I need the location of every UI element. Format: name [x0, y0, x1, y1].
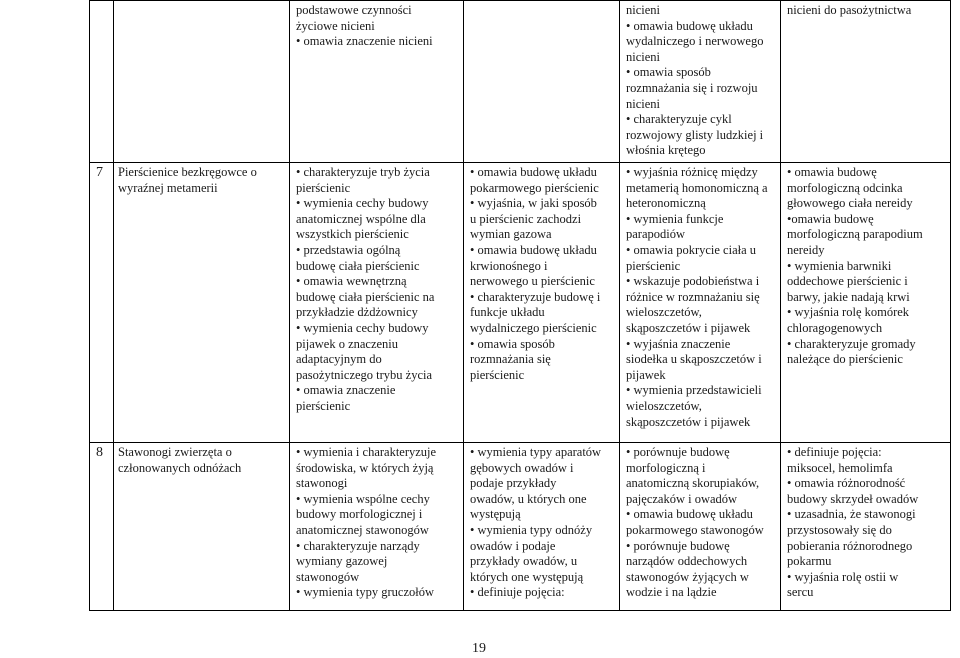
row-number-cell — [90, 1, 114, 163]
table-row — [90, 163, 951, 443]
cell-text-line: • omawia budowę — [787, 165, 877, 179]
cell-text-line: pierścienic — [296, 180, 351, 195]
cell-text-line: nicieni — [626, 49, 661, 64]
cell-text-line: pierścienic — [626, 258, 681, 273]
cell-text-line: u pierścienic zachodzi — [470, 211, 582, 226]
cell-text-line: miksocel, hemolimfa — [787, 460, 893, 475]
cell-text-line: przystosowały się do — [787, 522, 892, 537]
cell-text-line: • przedstawia ogólną — [296, 242, 401, 257]
cell-text-line: pokarmowego pierścienic — [470, 180, 599, 195]
cell-text-line: • omawia budowę układu — [626, 507, 753, 522]
cell-text-line: stawonogów — [296, 569, 360, 584]
table-row — [90, 1, 951, 163]
cell-text-line: wydalniczego pierścienic — [470, 320, 597, 335]
cell-text-line: • wymienia funkcje — [626, 211, 724, 226]
cell-text-line: rozmnażania się — [470, 352, 551, 367]
cell-text-line: • wymienia barwniki — [787, 258, 892, 273]
cell-text-line: włośnia krętego — [626, 143, 706, 158]
cell-text-line: nicieni — [626, 96, 661, 111]
cell-text-line: • charakteryzuje tryb życia — [296, 165, 430, 179]
requirements-sufficient-cell — [464, 163, 620, 443]
cell-text-line: wydalniczego i nerwowego — [626, 34, 764, 49]
cell-text-line: przykładzie dżdżownicy — [296, 305, 418, 320]
requirements-basic-cell — [290, 1, 464, 163]
cell-text-line: budowy morfologicznej i — [296, 507, 423, 522]
cell-text-line: budowę ciała pierścienic na — [296, 289, 435, 304]
requirements-sufficient-cell — [464, 443, 620, 611]
cell-text-line: pierścienic — [470, 367, 525, 382]
cell-text-line: • omawia wewnętrzną — [296, 274, 407, 289]
requirements-basic-cell — [290, 443, 464, 611]
cell-text-line: • wyjaśnia, w jaki sposób — [470, 196, 597, 211]
cell-text-line: morfologiczną i — [626, 460, 706, 475]
cell-text-line: • omawia znaczenie — [296, 383, 396, 398]
cell-text-line: • wymienia cechy budowy — [296, 196, 429, 211]
requirements-basic-cell — [290, 163, 464, 443]
cell-text-line: rozwojowy glisty ludzkiej i — [626, 127, 764, 142]
cell-text-line: • uzasadnia, że stawonogi — [787, 507, 916, 522]
cell-text-line: wieloszczetów, — [626, 305, 702, 320]
cell-text-line: pajęczaków i owadów — [626, 491, 738, 506]
requirements-very-good-cell — [781, 1, 951, 163]
cell-text-line: gębowych owadów i — [470, 460, 574, 475]
cell-text-line: barwy, jakie nadają krwi — [787, 289, 910, 304]
requirements-very-good-cell — [781, 443, 951, 611]
cell-text-line: heteronomiczną — [626, 196, 706, 211]
cell-text-line: • omawia budowę układu — [626, 18, 753, 33]
cell-text-line: skąposzczetów i pijawek — [626, 320, 751, 335]
cell-text-line: nereidy — [787, 242, 825, 257]
requirements-very-good-cell — [781, 163, 951, 443]
cell-text-line: głowowego ciała nereidy — [787, 196, 913, 211]
cell-text-line: przykłady owadów, u — [470, 554, 578, 569]
cell-text-line: pasożytniczego trybu życia — [296, 367, 433, 382]
cell-text-line: morfologiczną parapodium — [787, 227, 923, 242]
cell-text-line: członowanych odnóżach — [118, 460, 242, 475]
cell-text-line: pijawek o znaczeniu — [296, 336, 399, 351]
cell-text-line: • omawia sposób — [626, 65, 711, 80]
cell-text-line: pobierania różnorodnego — [787, 538, 913, 553]
cell-text-line: narządów oddechowych — [626, 554, 748, 569]
cell-text-line: których one występują — [470, 569, 584, 584]
cell-text-line: sercu — [787, 585, 814, 600]
cell-text-line: • omawia znaczenie nicieni — [296, 34, 433, 49]
cell-text-line: owadów, u których one — [470, 491, 587, 506]
cell-text-line: pijawek — [626, 367, 666, 382]
cell-text-line: anatomicznej stawonogów — [296, 522, 429, 537]
cell-text-line: funkcje układu — [470, 305, 545, 320]
cell-text-line: budowy skrzydeł owadów — [787, 491, 919, 506]
cell-text-line: nerwowego u pierścienic — [470, 274, 595, 289]
topic-cell — [114, 443, 290, 611]
cell-text-line: • omawia różnorodność — [787, 476, 906, 491]
cell-text-line: owadów i podaje — [470, 538, 556, 553]
cell-text-line: • wyjaśnia rolę ostii w — [787, 569, 899, 584]
cell-text-line: wszystkich pierścienic — [296, 227, 409, 242]
cell-text-line: • charakteryzuje budowę i — [470, 289, 601, 304]
cell-text-line: • wyjaśnia rolę komórek — [787, 305, 910, 320]
cell-text-line: wyraźnej metamerii — [118, 180, 218, 195]
cell-text-line: • definiuje pojęcia: — [470, 585, 565, 600]
row-number-cell: 7 — [90, 163, 114, 443]
cell-text-line: parapodiów — [626, 227, 686, 242]
cell-text-line: • wyjaśnia znaczenie — [626, 336, 731, 351]
cell-text-line: wymian gazowa — [470, 227, 552, 242]
cell-text-line: • wymienia typy odnóży — [470, 522, 593, 537]
cell-text-line: podstawowe czynności — [296, 3, 412, 17]
cell-text-line: stawonogi — [296, 476, 348, 491]
cell-text-line: metamerią homonomiczną a — [626, 180, 768, 195]
cell-text-line: nicieni — [626, 3, 661, 17]
cell-text-line: anatomicznej wspólne dla — [296, 211, 426, 226]
page-number: 19 — [472, 641, 486, 656]
cell-text-line: anatomiczną skorupiaków, — [626, 476, 760, 491]
cell-text-line: Pierścienice bezkręgowce o — [118, 165, 257, 179]
curriculum-table — [89, 0, 951, 611]
cell-text-line: stawonogów żyjących w — [626, 569, 749, 584]
cell-text-line: pokarmu — [787, 554, 832, 569]
cell-text-line: adaptacyjnym do — [296, 352, 382, 367]
cell-text-line: • charakteryzuje narządy — [296, 538, 420, 553]
cell-text-line: • wyjaśnia różnicę między — [626, 165, 758, 179]
cell-text-line: rozmnażania się i rozwoju — [626, 80, 758, 95]
row-number-cell: 8 — [90, 443, 114, 611]
cell-text-line: • wymienia wspólne cechy — [296, 491, 430, 506]
cell-text-line: • wymienia i charakteryzuje — [296, 445, 437, 459]
cell-text-line: wieloszczetów, — [626, 398, 702, 413]
cell-text-line: chloragogenowych — [787, 320, 883, 335]
cell-text-line: • wskazuje podobieństwa i — [626, 274, 760, 289]
cell-text-line: siodełka u skąposzczetów i — [626, 352, 762, 367]
cell-text-line: •omawia budowę — [787, 211, 874, 226]
topic-cell — [114, 163, 290, 443]
cell-text-line: pierścienic — [296, 398, 351, 413]
cell-text-line: wymiany gazowej — [296, 554, 388, 569]
requirements-good-cell — [620, 163, 781, 443]
requirements-good-cell — [620, 1, 781, 163]
cell-text-line: życiowe nicieni — [296, 18, 375, 33]
cell-text-line: oddechowe pierścienic i — [787, 274, 908, 289]
cell-text-line: podaje przykłady — [470, 476, 557, 491]
cell-text-line: • omawia pokrycie ciała u — [626, 242, 757, 257]
cell-text-line: występują — [470, 507, 521, 522]
cell-text-line: • definiuje pojęcia: — [787, 445, 882, 459]
cell-text-line: • porównuje budowę — [626, 538, 730, 553]
cell-text-line: budowę ciała pierścienic — [296, 258, 420, 273]
cell-text-line: • omawia budowę układu — [470, 165, 597, 179]
cell-text-line: morfologiczną odcinka — [787, 180, 903, 195]
cell-text-line: skąposzczetów i pijawek — [626, 414, 751, 429]
topic-cell — [114, 1, 290, 163]
cell-text-line: • porównuje budowę — [626, 445, 730, 459]
cell-text-line: • omawia budowę układu — [470, 242, 597, 257]
cell-text-line: • charakteryzuje cykl — [626, 112, 732, 127]
cell-text-line: • wymienia typy gruczołów — [296, 585, 435, 600]
requirements-sufficient-cell — [464, 1, 620, 163]
requirements-good-cell — [620, 443, 781, 611]
cell-text-line: Stawonogi zwierzęta o — [118, 445, 232, 459]
cell-text-line: • wymienia typy aparatów — [470, 445, 602, 459]
cell-text-line: pokarmowego stawonogów — [626, 522, 764, 537]
cell-text-line: wodzie i na lądzie — [626, 585, 717, 600]
cell-text-line: • charakteryzuje gromady — [787, 336, 916, 351]
cell-text-line: • wymienia przedstawicieli — [626, 383, 762, 398]
cell-text-line: środowiska, w których żyją — [296, 460, 434, 475]
cell-text-line: • omawia sposób — [470, 336, 555, 351]
table-row — [90, 443, 951, 611]
cell-text-line: nicieni do pasożytnictwa — [787, 3, 912, 17]
cell-text-line: należące do pierścienic — [787, 352, 903, 367]
cell-text-line: krwionośnego i — [470, 258, 548, 273]
cell-text-line: różnice w rozmnażaniu się — [626, 289, 760, 304]
cell-text-line: • wymienia cechy budowy — [296, 320, 429, 335]
